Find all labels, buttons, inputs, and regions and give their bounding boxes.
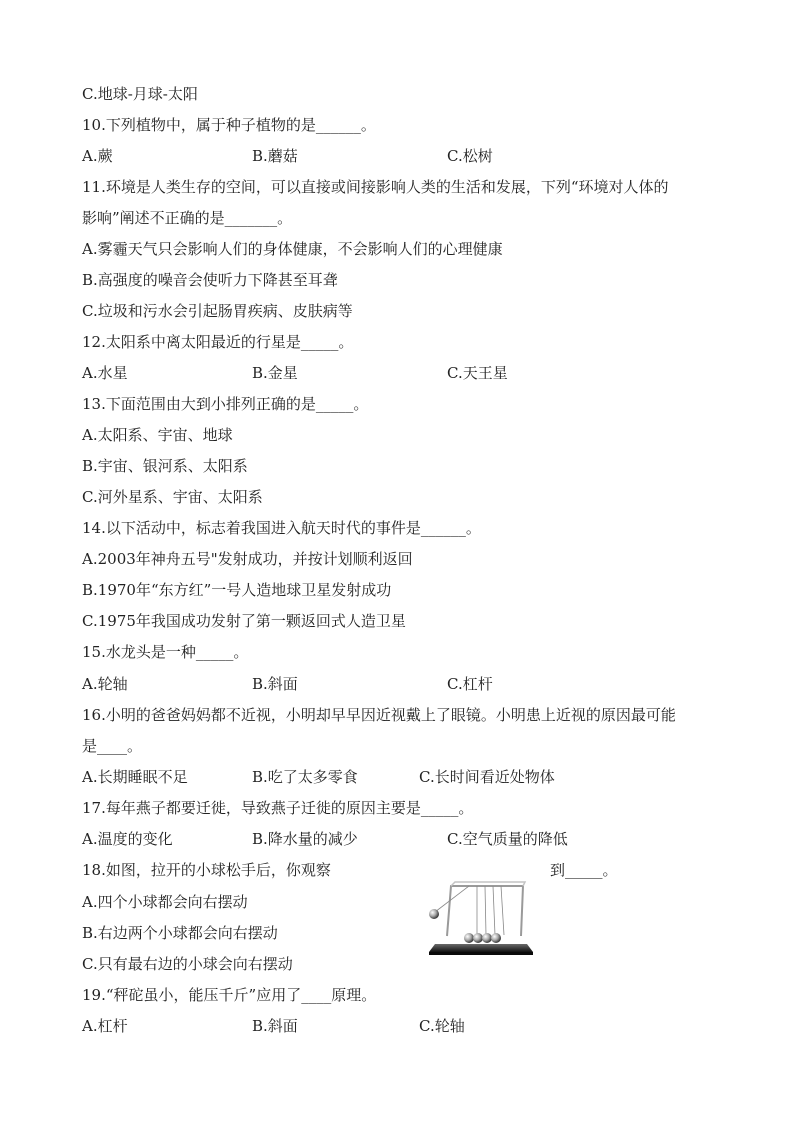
newtons-cradle-figure — [425, 880, 537, 956]
text-line: B.右边两个小球都会向右摆动 — [82, 924, 278, 942]
text-line: A.雾霾天气只会影响人们的身体健康，不会影响人们的心理健康 — [82, 240, 503, 258]
text-line: C.垃圾和污水会引起肠胃疾病、皮肤病等 — [82, 302, 353, 320]
text-line: 11.环境是人类生存的空间，可以直接或间接影响人类的生活和发展，下列“环境对人体的 — [82, 178, 669, 196]
option: A.蕨 — [82, 147, 113, 165]
text-line: A.四个小球都会向右摆动 — [82, 893, 248, 911]
text-line: C.地球-月球-太阳 — [82, 85, 198, 103]
ball — [464, 933, 474, 943]
text-line: 10.下列植物中，属于种子植物的是______。 — [82, 116, 376, 134]
pulled-ball — [429, 909, 439, 919]
text-line: C.只有最右边的小球会向右摆动 — [82, 955, 293, 973]
text-line: 16.小明的爸爸妈妈都不近视，小明却早早因近视戴上了眼镜。小明患上近视的原因最可能 — [82, 706, 676, 724]
text-line: 影响”阐述不正确的是_______。 — [82, 209, 293, 227]
option: C.天王星 — [447, 364, 508, 382]
option: C.松树 — [447, 147, 493, 165]
text-line: C.河外星系、宇宙、太阳系 — [82, 488, 263, 506]
text-line: 17.每年燕子都要迁徙，导致燕子迁徙的原因主要是_____。 — [82, 799, 474, 817]
options-row — [82, 767, 722, 787]
options-row — [82, 146, 722, 166]
option: C.杠杆 — [447, 675, 493, 693]
options-row — [82, 860, 722, 880]
option: C.空气质量的降低 — [447, 830, 568, 848]
option: B.斜面 — [252, 675, 298, 693]
ball — [473, 933, 483, 943]
option: 到_____。 — [550, 861, 618, 879]
text-line: B.宇宙、银河系、太阳系 — [82, 457, 248, 475]
text-line: 14.以下活动中，标志着我国进入航天时代的事件是______。 — [82, 519, 481, 537]
option: B.金星 — [252, 364, 298, 382]
option: A.水星 — [82, 364, 128, 382]
option: 18.如图，拉开的小球松手后，你观察 — [82, 861, 331, 879]
text-line: B.高强度的噪音会使听力下降甚至耳聋 — [82, 271, 338, 289]
text-line: A.太阳系、宇宙、地球 — [82, 426, 233, 444]
options-row — [82, 1016, 722, 1036]
option: A.温度的变化 — [82, 830, 173, 848]
text-line: B.1970年“东方红”一号人造地球卫星发射成功 — [82, 581, 392, 599]
options-row — [82, 674, 722, 694]
text-line: A.2003年神舟五号"发射成功，并按计划顺利返回 — [82, 550, 413, 568]
text-line: C.1975年我国成功发射了第一颗返回式人造卫星 — [82, 612, 406, 630]
text-line: 12.太阳系中离太阳最近的行星是_____。 — [82, 333, 354, 351]
option: A.轮轴 — [82, 675, 128, 693]
option: C.轮轴 — [419, 1017, 465, 1035]
options-row — [82, 363, 722, 383]
ball — [491, 933, 501, 943]
option: A.长期睡眠不足 — [82, 768, 188, 786]
text-line: 是____。 — [82, 737, 143, 755]
option: B.降水量的减少 — [252, 830, 358, 848]
ball — [482, 933, 492, 943]
option: C.长时间看近处物体 — [419, 768, 555, 786]
text-line: 15.水龙头是一种_____。 — [82, 643, 249, 661]
options-row — [82, 829, 722, 849]
text-line: 13.下面范围由大到小排列正确的是_____。 — [82, 395, 369, 413]
option: B.蘑菇 — [252, 147, 298, 165]
text-line: 19.“秤砣虽小，能压千斤”应用了____原理。 — [82, 986, 377, 1004]
option: A.杠杆 — [82, 1017, 128, 1035]
option: B.吃了太多零食 — [252, 768, 358, 786]
option: B.斜面 — [252, 1017, 298, 1035]
